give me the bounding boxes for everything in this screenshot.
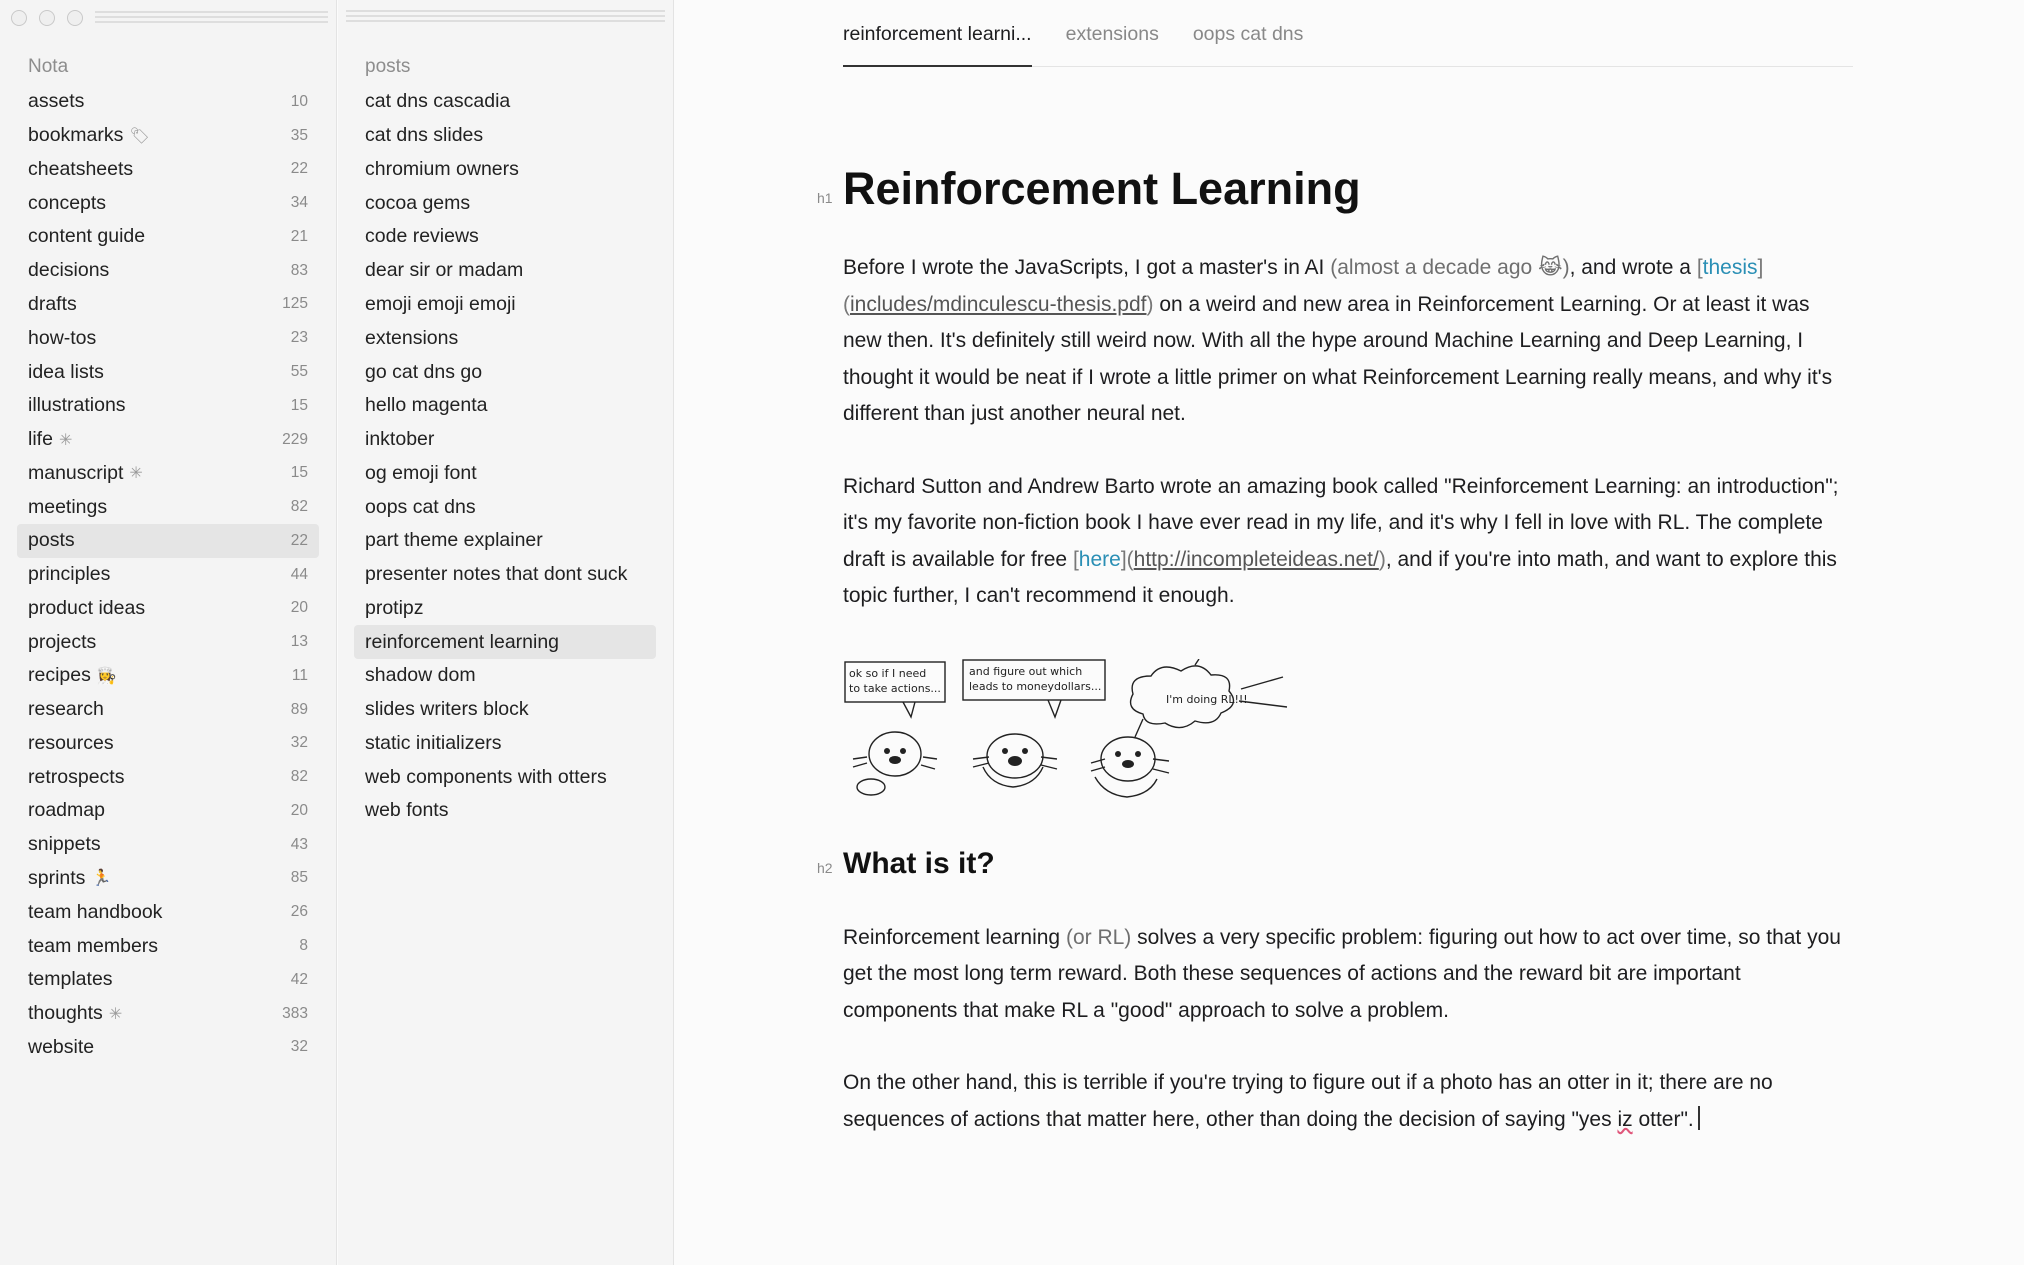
text: otter". — [1632, 1107, 1694, 1131]
post-item-web-components-with-otters[interactable]: web components with otters — [365, 765, 607, 788]
sidebar-item-label: templates — [28, 968, 113, 991]
md-paren: ) — [1146, 292, 1154, 316]
h2-row — [817, 844, 1853, 884]
sidebar-item-how-tos[interactable] — [17, 321, 319, 355]
sidebar-item-label: recipes — [28, 664, 91, 687]
h1-row — [817, 160, 1853, 218]
text: Before I wrote the JavaScripts, I got a master's in AI — [843, 256, 1331, 279]
sidebar-item-count: 44 — [290, 565, 308, 583]
post-item-emoji-emoji-emoji[interactable]: emoji emoji emoji — [365, 292, 516, 315]
sidebar-item-label: retrospects — [28, 765, 125, 788]
sidebar-item-count: 20 — [290, 801, 308, 819]
folder-list — [17, 85, 319, 1064]
post-list-pane — [338, 0, 674, 1265]
sidebar-item-label: roadmap — [28, 799, 105, 822]
sidebar-item-label: illustrations — [28, 394, 126, 417]
bubble-text: ok so if I need — [849, 666, 927, 680]
post-list — [354, 85, 656, 828]
paragraph-intro[interactable] — [843, 250, 1853, 433]
post-item-reinforcement-learning[interactable]: reinforcement learning — [354, 625, 656, 659]
text: On the other hand, this is terrible if you're trying to figure out if a photo has an otter in it; there are no sequences of actions that matter here, other than doing the decision of saying "yes — [843, 1071, 1773, 1131]
sidebar-item-count: 55 — [290, 363, 308, 380]
sidebar-item-label: sprints — [28, 866, 86, 889]
sidebar-item-count: 43 — [290, 835, 308, 853]
text: Reinforcement learning — [843, 925, 1066, 949]
aside-text: (almost a decade ago 😹) — [1330, 256, 1570, 279]
post-item-og-emoji-font[interactable]: og emoji font — [365, 461, 477, 484]
sidebar-item-count: 20 — [290, 599, 308, 617]
drag-handle[interactable] — [346, 10, 665, 24]
book-url[interactable]: http://incompleteideas.net/ — [1133, 547, 1379, 571]
bubble-text: to take actions... — [849, 681, 941, 695]
post-item-part-theme-explainer[interactable]: part theme explainer — [365, 529, 543, 552]
tab-0[interactable]: reinforcement learni... — [843, 0, 1032, 67]
post-list-header: posts — [365, 56, 411, 77]
sidebar-header: Nota — [28, 56, 69, 77]
sidebar-item-count: 85 — [290, 869, 308, 887]
window-titlebar[interactable] — [0, 0, 336, 36]
md-bracket: [ — [1072, 547, 1079, 571]
sidebar-item-count: 21 — [290, 227, 308, 245]
post-item-go-cat-dns-go[interactable]: go cat dns go — [365, 360, 483, 383]
sidebar-item-emoji: ✳ — [108, 1005, 123, 1023]
sidebar-item-count: 15 — [290, 464, 308, 482]
sidebar-item-drafts[interactable] — [17, 288, 319, 322]
sidebar-item-count: 89 — [290, 700, 308, 718]
sidebar-item-label: team members — [28, 934, 159, 957]
bubble-text: and figure out which — [969, 664, 1083, 678]
sidebar-item-label: concepts — [28, 191, 107, 214]
post-item-shadow-dom[interactable]: shadow dom — [365, 664, 476, 687]
sidebar-item-count: 83 — [290, 261, 308, 279]
sidebar-item-label: resources — [28, 731, 114, 754]
sidebar-item-label: how-tos — [28, 326, 97, 349]
sidebar-item-count: 23 — [290, 329, 308, 347]
sidebar-item-label: life — [28, 428, 53, 451]
sidebar-item-resources[interactable] — [17, 727, 319, 761]
post-item-cat-dns-cascadia[interactable]: cat dns cascadia — [365, 90, 511, 113]
h1-marker: h1 — [817, 190, 833, 206]
here-link[interactable]: here — [1078, 547, 1121, 571]
sidebar-item-count: 82 — [290, 768, 308, 786]
sidebar-item-cheatsheets[interactable] — [17, 153, 319, 187]
sidebar-item-label: snippets — [28, 833, 101, 856]
sidebar-item-decisions[interactable] — [17, 254, 319, 288]
sidebar-item-label: drafts — [28, 292, 77, 315]
sidebar-item-label: product ideas — [28, 596, 146, 619]
sidebar-item-count: 42 — [290, 970, 308, 988]
sidebar-item-count: 13 — [290, 633, 308, 651]
post-item-inktober[interactable]: inktober — [365, 428, 435, 451]
sidebar — [0, 0, 337, 1265]
post-item-web-fonts[interactable]: web fonts — [365, 799, 449, 822]
sidebar-item-concepts[interactable] — [17, 186, 319, 220]
text: Richard Sutton and Andrew Barto wrote an amazing book called "Reinforcement Learning: an introduction"; it's my favorite non-fiction book I have ever read in my life, and it's why I fell in love with RL. The complete draft is available for free — [843, 474, 1839, 571]
sidebar-item-label: team handbook — [28, 900, 163, 923]
bubble-text: I'm doing RL!!! — [1166, 692, 1248, 706]
sidebar-item-count: 229 — [282, 430, 308, 448]
sidebar-item-count: 35 — [290, 126, 308, 144]
sidebar-item-count: 22 — [290, 531, 308, 549]
post-item-extensions[interactable]: extensions — [365, 326, 459, 349]
sidebar-item-count: 10 — [290, 92, 308, 110]
sidebar-item-count: 26 — [290, 903, 308, 921]
post-item-chromium-owners[interactable]: chromium owners — [365, 157, 519, 180]
sidebar-item-label: principles — [28, 563, 111, 586]
bubble-text: leads to moneydollars... — [969, 679, 1102, 693]
text: , and wrote a — [1569, 256, 1697, 279]
spellcheck-word[interactable]: iz — [1617, 1107, 1633, 1131]
sidebar-item-website[interactable] — [17, 1030, 319, 1064]
post-item-presenter-notes-that-dont-suck[interactable]: presenter notes that dont suck — [365, 563, 628, 586]
post-item-hello-magenta[interactable]: hello magenta — [365, 394, 488, 417]
sidebar-item-count: 32 — [290, 1038, 308, 1056]
editor[interactable] — [675, 0, 2024, 1265]
sidebar-item-snippets[interactable] — [17, 828, 319, 862]
sidebar-item-team-handbook[interactable] — [17, 895, 319, 929]
sidebar-item-count: 383 — [282, 1004, 308, 1022]
sidebar-item-sprints[interactable] — [17, 862, 319, 896]
sidebar-item-label: assets — [28, 90, 85, 113]
post-item-slides-writers-block[interactable]: slides writers block — [365, 698, 529, 721]
sidebar-item-roadmap[interactable] — [17, 794, 319, 828]
sidebar-item-emoji: 🏷 — [129, 127, 150, 145]
sidebar-item-research[interactable] — [17, 693, 319, 727]
sidebar-item-label: idea lists — [28, 360, 104, 383]
sidebar-item-count: 125 — [282, 295, 308, 313]
md-bracket: ] — [1757, 256, 1764, 279]
thesis-url[interactable]: includes/mdinculescu-thesis.pdf — [850, 292, 1147, 316]
sidebar-item-count: 32 — [290, 734, 308, 752]
sidebar-item-emoji: ✳ — [58, 431, 73, 449]
sidebar-item-count: 82 — [290, 498, 308, 516]
sidebar-item-life[interactable] — [17, 423, 319, 457]
sidebar-item-content-guide[interactable] — [17, 220, 319, 254]
sidebar-item-label: decisions — [28, 259, 110, 282]
md-bracket: ] — [1120, 547, 1127, 571]
sidebar-item-count: 15 — [290, 396, 308, 414]
sidebar-item-bookmarks[interactable] — [17, 119, 319, 153]
thesis-link[interactable]: thesis — [1702, 256, 1758, 279]
sidebar-item-templates[interactable] — [17, 963, 319, 997]
post-item-cat-dns-slides[interactable]: cat dns slides — [365, 124, 484, 147]
sidebar-item-count: 8 — [299, 937, 308, 955]
zoom-window-button[interactable] — [67, 10, 83, 26]
otter-comic-image — [843, 659, 1288, 799]
sidebar-item-projects[interactable] — [17, 625, 319, 659]
md-bracket: [ — [1696, 256, 1703, 279]
sidebar-item-label: manuscript — [28, 461, 124, 484]
close-window-button[interactable] — [11, 10, 27, 26]
minimize-window-button[interactable] — [39, 10, 55, 26]
post-item-oops-cat-dns[interactable]: oops cat dns — [365, 495, 476, 518]
section-heading[interactable]: What is it? — [843, 846, 995, 880]
sidebar-item-team-members[interactable] — [17, 929, 319, 963]
sidebar-item-label: website — [28, 1035, 95, 1058]
sidebar-item-label: content guide — [28, 225, 146, 248]
sidebar-item-emoji: ✳ — [129, 465, 143, 483]
sidebar-item-count: 11 — [291, 666, 308, 684]
post-item-cocoa-gems[interactable]: cocoa gems — [365, 191, 471, 214]
sidebar-item-product-ideas[interactable] — [17, 591, 319, 625]
sidebar-item-label: bookmarks — [28, 124, 124, 147]
paragraph-otter[interactable] — [843, 1065, 1853, 1138]
sidebar-item-emoji: 🏃 — [91, 870, 112, 888]
sidebar-item-manuscript[interactable] — [17, 456, 319, 490]
sidebar-item-meetings[interactable] — [17, 490, 319, 524]
drag-handle[interactable] — [95, 11, 328, 25]
post-item-static-initializers[interactable]: static initializers — [365, 731, 502, 754]
paragraph-what-is-it[interactable] — [843, 920, 1853, 1030]
text-cursor — [1698, 1106, 1700, 1130]
sidebar-item-count: 34 — [290, 194, 308, 212]
sidebar-item-count: 22 — [290, 160, 308, 178]
sidebar-item-posts[interactable] — [17, 524, 319, 558]
post-item-protipz[interactable]: protipz — [365, 596, 424, 619]
tab-2[interactable]: oops cat dns — [1192, 23, 1304, 45]
document[interactable] — [817, 160, 1853, 1138]
text: solves a very specific problem: figuring out how to act over time, so that you get the most long term reward. Both these sequences of actions and the reward bit are important components that make RL a "good" approach to solve a problem. — [843, 925, 1841, 1022]
tab-1[interactable]: extensions — [1065, 23, 1159, 45]
sidebar-item-label: projects — [28, 630, 97, 653]
sidebar-item-label: meetings — [28, 495, 108, 518]
sidebar-item-label: cheatsheets — [28, 157, 134, 180]
h2-marker: h2 — [817, 859, 833, 876]
sidebar-item-thoughts[interactable] — [17, 997, 319, 1031]
sidebar-item-illustrations[interactable] — [17, 389, 319, 423]
doc-title[interactable]: Reinforcement Learning — [843, 163, 1361, 214]
sidebar-item-emoji: 👩‍🍳 — [96, 667, 117, 685]
post-item-dear-sir-or-madam[interactable]: dear sir or madam — [365, 259, 524, 282]
paragraph-book[interactable] — [843, 469, 1853, 615]
sidebar-item-label: research — [28, 698, 104, 721]
sidebar-item-principles[interactable] — [17, 558, 319, 592]
md-paren: ) — [1378, 547, 1386, 571]
sidebar-item-recipes[interactable] — [17, 659, 319, 693]
md-paren: ( — [1126, 547, 1134, 571]
sidebar-item-label: thoughts — [28, 1002, 103, 1025]
sidebar-item-assets[interactable] — [17, 85, 319, 119]
sidebar-item-retrospects[interactable] — [17, 760, 319, 794]
aside-text: (or RL) — [1065, 925, 1132, 949]
text: on a weird and new area in Reinforcement Learning. Or at least it was new then. It's definitely still weird now. With all the hype around Machine Learning and Deep Learning, I thought it would be neat if I wrote a little primer on what Reinforcement Learning really means, and why it's different than just another neural net. — [843, 292, 1833, 425]
sidebar-item-idea-lists[interactable] — [17, 355, 319, 389]
post-item-code-reviews[interactable]: code reviews — [365, 225, 479, 248]
sidebar-item-label: posts — [28, 529, 75, 552]
tab-bar — [843, 0, 1853, 67]
text: , and if you're into math, and want to explore this topic further, I can't recommend it enough. — [843, 547, 1837, 607]
md-paren: ( — [843, 292, 850, 316]
